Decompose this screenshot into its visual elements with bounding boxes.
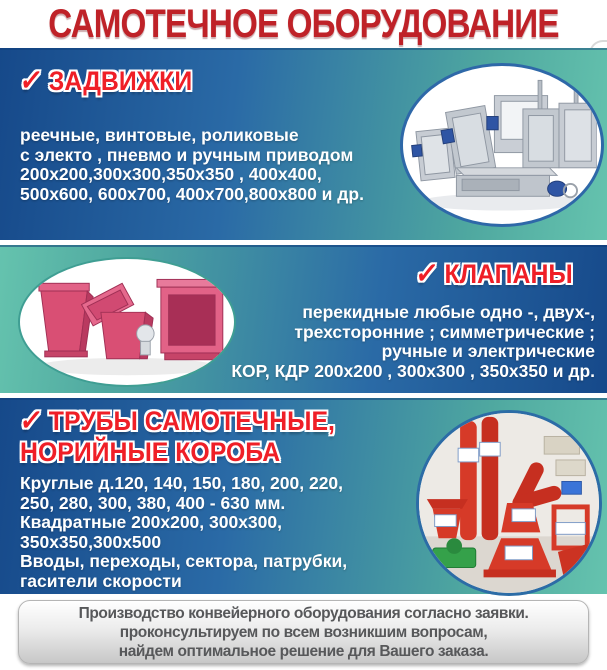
spec-line: с электо , пневмо и ручным приводом <box>20 144 354 165</box>
spec-line: 500х600, 600х700, 400х700,800х800 и др. <box>20 183 364 204</box>
spec-line: Круглые д.120, 140, 150, 180, 200, 220, <box>20 473 344 493</box>
klapany-specs <box>231 303 595 381</box>
checkmark-icon: ✓ <box>413 258 441 290</box>
spec-line: трехсторонние ; симметрические ; <box>294 321 595 342</box>
zadvizhki-specs <box>20 126 364 204</box>
truby-heading-line1 <box>17 405 335 437</box>
footer-panel <box>18 600 589 664</box>
gravity-pipes-photo <box>416 410 602 596</box>
checkmark-icon: ✓ <box>17 65 45 97</box>
zadvizhki-heading <box>17 65 193 97</box>
klapany-heading-label: КЛАПАНЫ <box>444 259 573 289</box>
spec-line: перекидные любые одно -, двух-, <box>302 302 595 322</box>
slide-gates-illustration <box>407 69 597 221</box>
spec-line: 350х350,300х500 <box>20 531 162 552</box>
spec-line: 250, 280, 300, 380, 400 - 630 мм. <box>20 492 286 513</box>
spec-line: Квадратные 200х200, 300х300, <box>20 512 282 533</box>
klapany-heading <box>413 258 573 290</box>
section-zadvizhki <box>0 48 607 240</box>
spec-line: ручные и электрические <box>381 341 595 362</box>
checkmark-icon: ✓ <box>17 405 45 437</box>
section-klapany <box>0 245 607 393</box>
spec-line: Вводы, переходы, сектора, патрубки, <box>20 551 348 572</box>
slide-gates-photo <box>400 63 604 227</box>
spec-line: реечные, винтовые, роликовые <box>20 125 299 145</box>
spec-line: КОР, КДР 200х200 , 300х300 , 350х350 и др. <box>231 360 595 381</box>
zadvizhki-heading-label: ЗАДВИЖКИ <box>48 66 193 96</box>
truby-specs <box>20 474 347 592</box>
truby-heading-line2: НОРИЙНЫЕ КОРОБА <box>20 437 281 467</box>
header <box>0 0 607 48</box>
spec-line: гасители скорости <box>20 570 182 591</box>
footer-line: Производство конвейерного оборудования согласно заявки. <box>78 604 529 622</box>
flap-valves-illustration <box>24 262 230 382</box>
truby-heading <box>17 405 335 468</box>
spec-line: 200х200,300х300,350х350 , 400х400, <box>20 164 322 185</box>
flap-valves-photo <box>18 257 236 387</box>
page-title: САМОТЕЧНОЕ ОБОРУДОВАНИЕ <box>48 1 559 46</box>
footer-line: проконсультируем по всем возникшим вопросам, <box>119 623 488 641</box>
truby-heading-label1: ТРУБЫ САМОТЕЧНЫЕ, <box>48 406 335 436</box>
gravity-pipes-illustration <box>419 413 599 593</box>
section-truby <box>0 398 607 594</box>
footer-line: найдем оптимальное решение для Вашего заказа. <box>118 642 489 660</box>
